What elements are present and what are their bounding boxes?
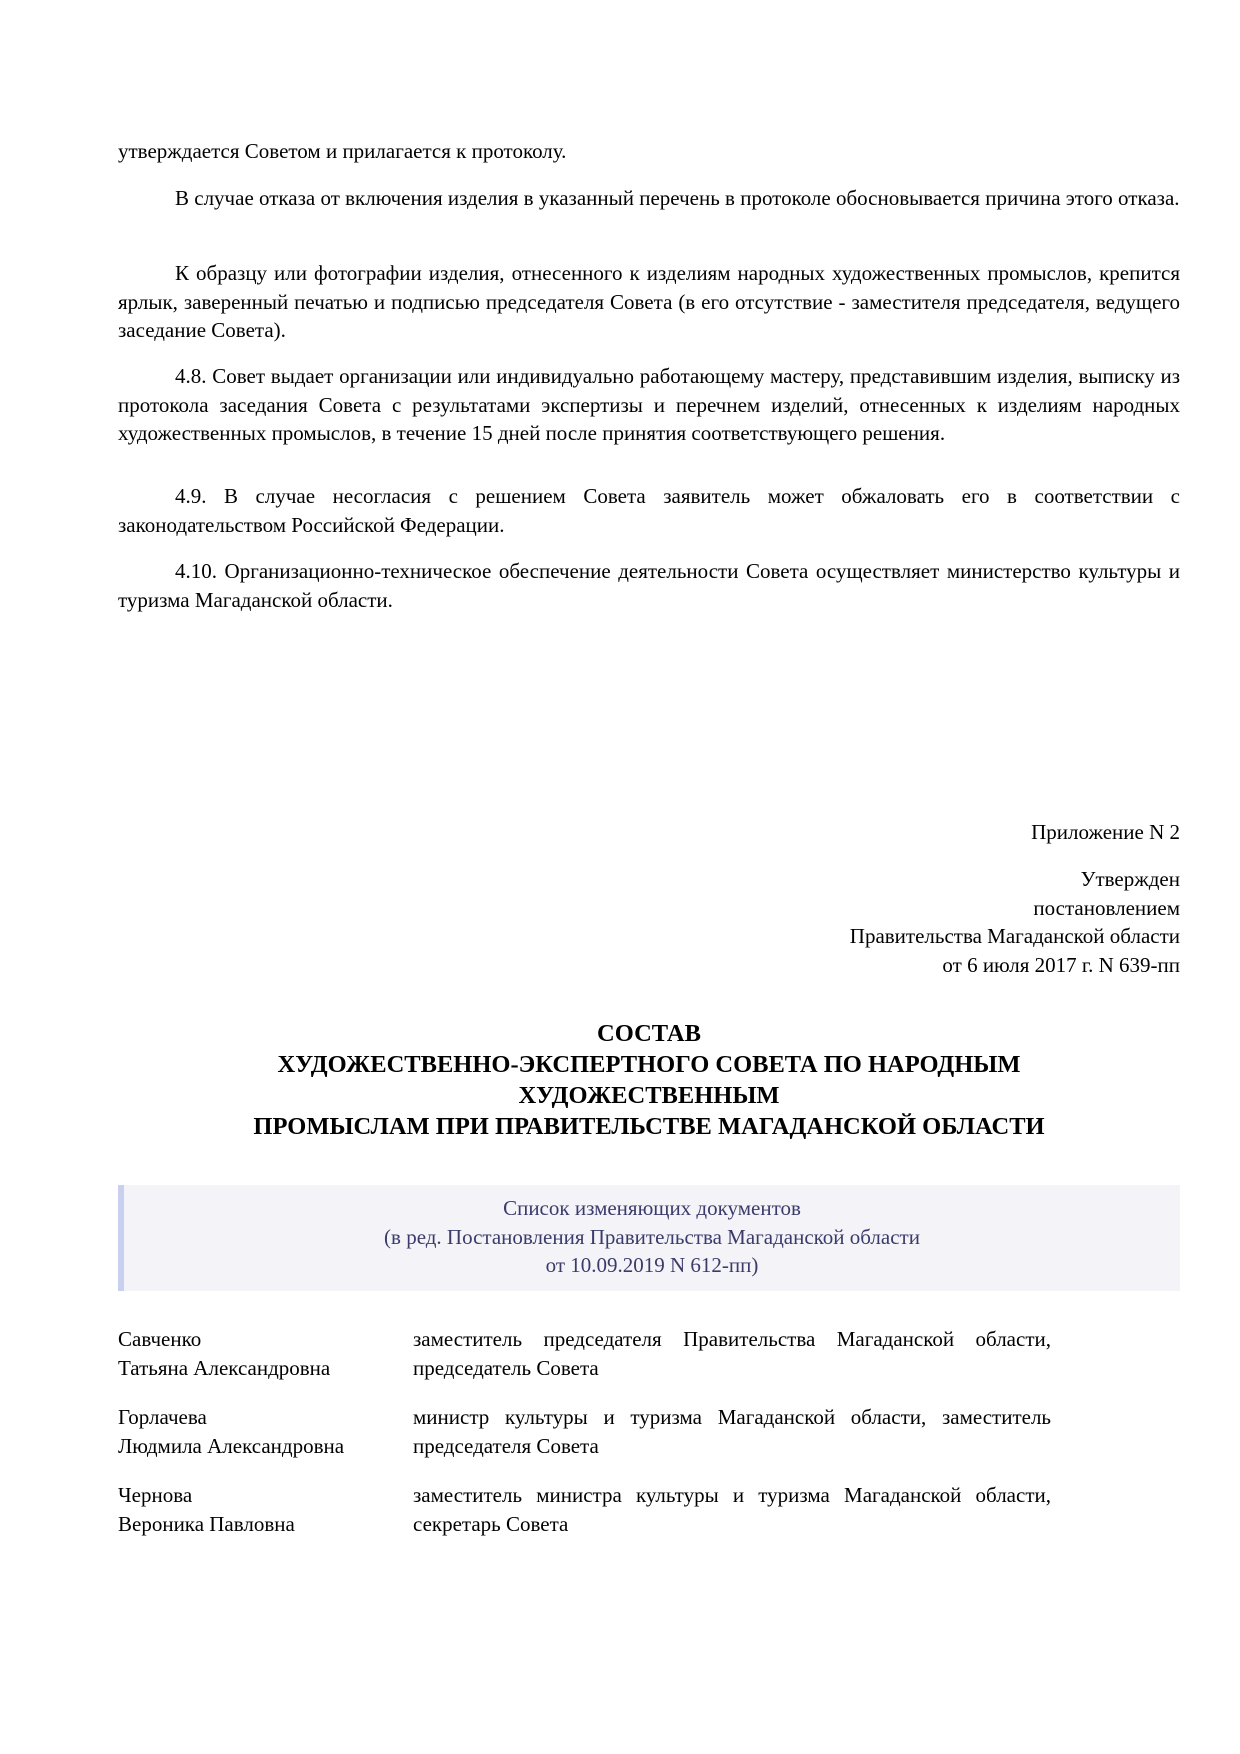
member-name <box>118 1325 413 1382</box>
approval-line: постановлением <box>1033 895 1180 920</box>
title-line: ХУДОЖЕСТВЕННЫМ <box>518 1082 780 1109</box>
change-list-line: (в ред. Постановления Правительства Магаданской области <box>384 1224 920 1249</box>
paragraph-4-8: 4.8. Совет выдает организации или индивидуально работающему мастеру, представившим изделия, выписку из протокола заседания Совета с результатами экспертизы и перечнем изделий, отнесенных к изделиям народных художественных промыслов, в течение 15 дней после принятия соответствующего решения. <box>118 364 1180 445</box>
document-title <box>118 1018 1180 1142</box>
change-list-heading: Список изменяющих документов <box>503 1196 801 1220</box>
approval-block <box>580 865 1180 979</box>
member-given-names: Людмила Александровна <box>118 1433 345 1458</box>
member-surname: Чернова <box>118 1483 193 1507</box>
paragraph-protocol-approval: утверждается Советом и прилагается к протоколу. <box>118 139 567 163</box>
member-role: заместитель председателя Правительства Магаданской области, председатель Совета <box>413 1327 1051 1380</box>
member-given-names: Татьяна Александровна <box>118 1355 331 1380</box>
member-surname: Горлачева <box>118 1405 207 1429</box>
member-name <box>118 1403 413 1460</box>
member-name <box>118 1481 413 1538</box>
members-list <box>118 1325 1180 1559</box>
paragraph-refusal-reason: В случае отказа от включения изделия в указанный перечень в протоколе обосновывается причина этого отказа. <box>175 186 1180 210</box>
change-list-box <box>118 1185 1180 1291</box>
member-row <box>118 1481 1180 1538</box>
appendix-label: Приложение N 2 <box>1031 820 1180 844</box>
paragraph-4-9: 4.9. В случае несогласия с решением Совета заявитель может обжаловать его в соответствии с законодательством Российской Федерации. <box>118 484 1180 537</box>
approval-line: Утвержден <box>1080 867 1180 891</box>
title-line: ХУДОЖЕСТВЕННО-ЭКСПЕРТНОГО СОВЕТА ПО НАРОДНЫМ <box>277 1051 1021 1078</box>
approval-line: от 6 июля 2017 г. N 639-пп <box>942 952 1180 977</box>
member-surname: Савченко <box>118 1327 202 1351</box>
paragraph-label-attachment: К образцу или фотографии изделия, отнесенного к изделиям народных художественных промыслов, крепится ярлык, заверенный печатью и подписью председателя Совета (в его отсутствие - заместителя председателя, ведущего заседание Совета). <box>118 261 1180 342</box>
approval-line: Правительства Магаданской области <box>849 924 1180 948</box>
member-role: заместитель министра культуры и туризма Магаданской области, секретарь Совета <box>413 1483 1051 1536</box>
title-line: СОСТАВ <box>597 1020 701 1047</box>
member-given-names: Вероника Павловна <box>118 1511 295 1536</box>
member-role: министр культуры и туризма Магаданской области, заместитель председателя Совета <box>413 1405 1051 1458</box>
change-list-line: от 10.09.2019 N 612-пп) <box>545 1253 759 1277</box>
member-row <box>118 1403 1180 1460</box>
paragraph-4-10: 4.10. Организационно-техническое обеспечение деятельности Совета осуществляет министерство культуры и туризма Магаданской области. <box>118 559 1180 612</box>
title-line: ПРОМЫСЛАМ ПРИ ПРАВИТЕЛЬСТВЕ МАГАДАНСКОЙ ОБЛАСТИ <box>253 1113 1045 1140</box>
member-row <box>118 1325 1180 1382</box>
